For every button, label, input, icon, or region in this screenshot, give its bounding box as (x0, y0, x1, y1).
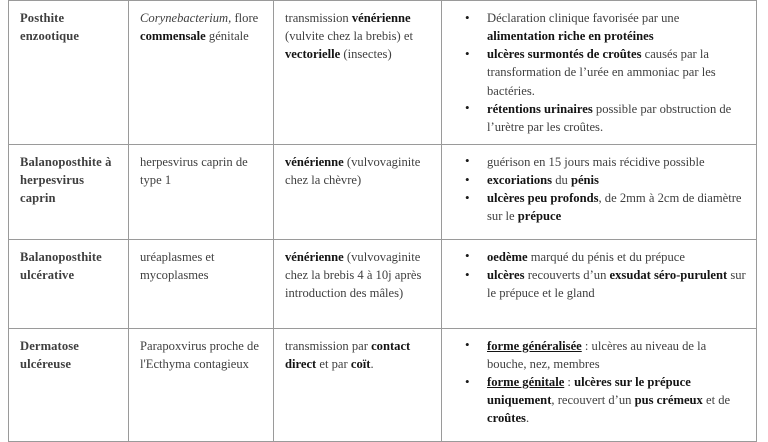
clinical-signs-cell (442, 328, 757, 441)
clinical-signs-cell (442, 239, 757, 328)
disease-name-cell: Balanoposthite à herpesvirus caprin (9, 144, 129, 239)
clinical-sign-item (453, 189, 746, 225)
clinical-sign-item (453, 153, 746, 171)
text-run: . (525, 411, 530, 426)
text-run: . (370, 357, 374, 371)
text-run: Parapoxvirus proche de l'Ecthyma contagieux (140, 338, 259, 371)
causal-agent-cell (129, 239, 274, 328)
bold-text-run: coït (350, 357, 371, 371)
causal-agent-cell (129, 328, 274, 441)
text-run: , de 2mm à 2cm de diamètre sur le (487, 191, 742, 224)
text-run: uréaplasmes et mycoplasmes (140, 249, 215, 282)
clinical-sign-item (453, 248, 746, 266)
text-run: causés par la transformation de l’urée en ammoniac par les bactéries. (487, 47, 716, 98)
text-run: (vulvovaginite chez la chèvre) (285, 154, 421, 187)
bold-underline-text-run: forme génitale (487, 375, 565, 390)
text-run: (insectes) (340, 47, 392, 62)
text-run: et de (702, 393, 731, 408)
clinical-signs-list (453, 337, 746, 428)
bold-text-run: pus crémeux (634, 393, 703, 408)
table-body (9, 1, 757, 442)
bold-text-run: alimentation riche en protéines (487, 29, 654, 44)
clinical-sign-item (453, 266, 746, 302)
disease-comparison-table (8, 0, 757, 442)
bold-text-run: ulcères sur le prépuce uniquement (487, 375, 691, 408)
bold-text-run: vectorielle (285, 47, 341, 62)
disease-name-cell: Posthite enzootique (9, 1, 129, 145)
text-run: (vulvite chez la brebis) et (285, 29, 413, 44)
bold-text-run: ulcères (487, 268, 525, 282)
clinical-signs-list (453, 9, 746, 136)
text-run: transmission par (285, 338, 372, 353)
table-row (9, 1, 757, 145)
bold-text-run: rétentions urinaires (487, 101, 593, 116)
text-run: recouverts d’un (524, 268, 610, 282)
text-run: guérison en 15 jours mais récidive possible (487, 154, 705, 169)
clinical-sign-item (453, 45, 746, 99)
clinical-sign-item (453, 373, 746, 427)
text-run: sur le prépuce et le gland (487, 268, 746, 301)
clinical-sign-item (453, 100, 746, 136)
bold-text-run: commensale (140, 29, 206, 44)
bold-text-run: excoriations (487, 173, 553, 187)
text-run: (vulvovaginite chez la brebis 4 à 10j après introduction des mâles) (285, 249, 422, 301)
disease-name-cell: Balanoposthite ulcérative (9, 239, 129, 328)
transmission-cell (274, 1, 442, 145)
text-run: et par (316, 357, 351, 371)
clinical-signs-list (453, 248, 746, 302)
bold-text-run: prépuce (517, 209, 562, 224)
text-run: herpesvirus caprin de type 1 (140, 154, 248, 187)
bold-text-run: croûtes (487, 411, 526, 426)
causal-agent-cell (129, 144, 274, 239)
transmission-cell (274, 239, 442, 328)
text-run: : ulcères au niveau de la bouche, nez, membres (487, 338, 707, 371)
clinical-sign-item (453, 9, 746, 45)
bold-text-run: vénérienne (285, 249, 344, 264)
clinical-signs-cell (442, 1, 757, 145)
text-run: possible par obstruction de l’urètre par les croûtes. (487, 101, 732, 134)
clinical-sign-item (453, 337, 746, 373)
bold-text-run: ulcères surmontés de croûtes (487, 47, 642, 62)
bold-text-run: ulcères peu profonds (487, 191, 599, 206)
bold-text-run: oedème (487, 249, 528, 264)
bold-text-run: exsudat séro-purulent (609, 268, 728, 282)
text-run: flore (234, 11, 259, 25)
text-run: transmission (285, 11, 352, 25)
bold-text-run: pénis (570, 173, 599, 187)
italic-text-run: Corynebacterium, (140, 11, 232, 25)
clinical-signs-list (453, 153, 746, 226)
bold-text-run: vénérienne (351, 11, 411, 25)
clinical-sign-item (453, 171, 746, 189)
text-run: du (552, 173, 571, 187)
causal-agent-cell (129, 1, 274, 145)
text-run: , recouvert d’un (551, 393, 635, 408)
text-run: génitale (205, 29, 249, 44)
bold-text-run: contact direct (285, 338, 411, 371)
text-run: marqué du pénis et du prépuce (527, 249, 685, 264)
text-run: Déclaration clinique favorisée par une (487, 11, 680, 25)
bold-underline-text-run: forme généralisée (487, 338, 582, 353)
transmission-cell (274, 144, 442, 239)
table-row (9, 144, 757, 239)
table-row (9, 328, 757, 441)
disease-name-cell: Dermatose ulcéreuse (9, 328, 129, 441)
table-row (9, 239, 757, 328)
clinical-signs-cell (442, 144, 757, 239)
text-run: : (564, 375, 575, 390)
transmission-cell (274, 328, 442, 441)
bold-text-run: vénérienne (285, 154, 344, 169)
